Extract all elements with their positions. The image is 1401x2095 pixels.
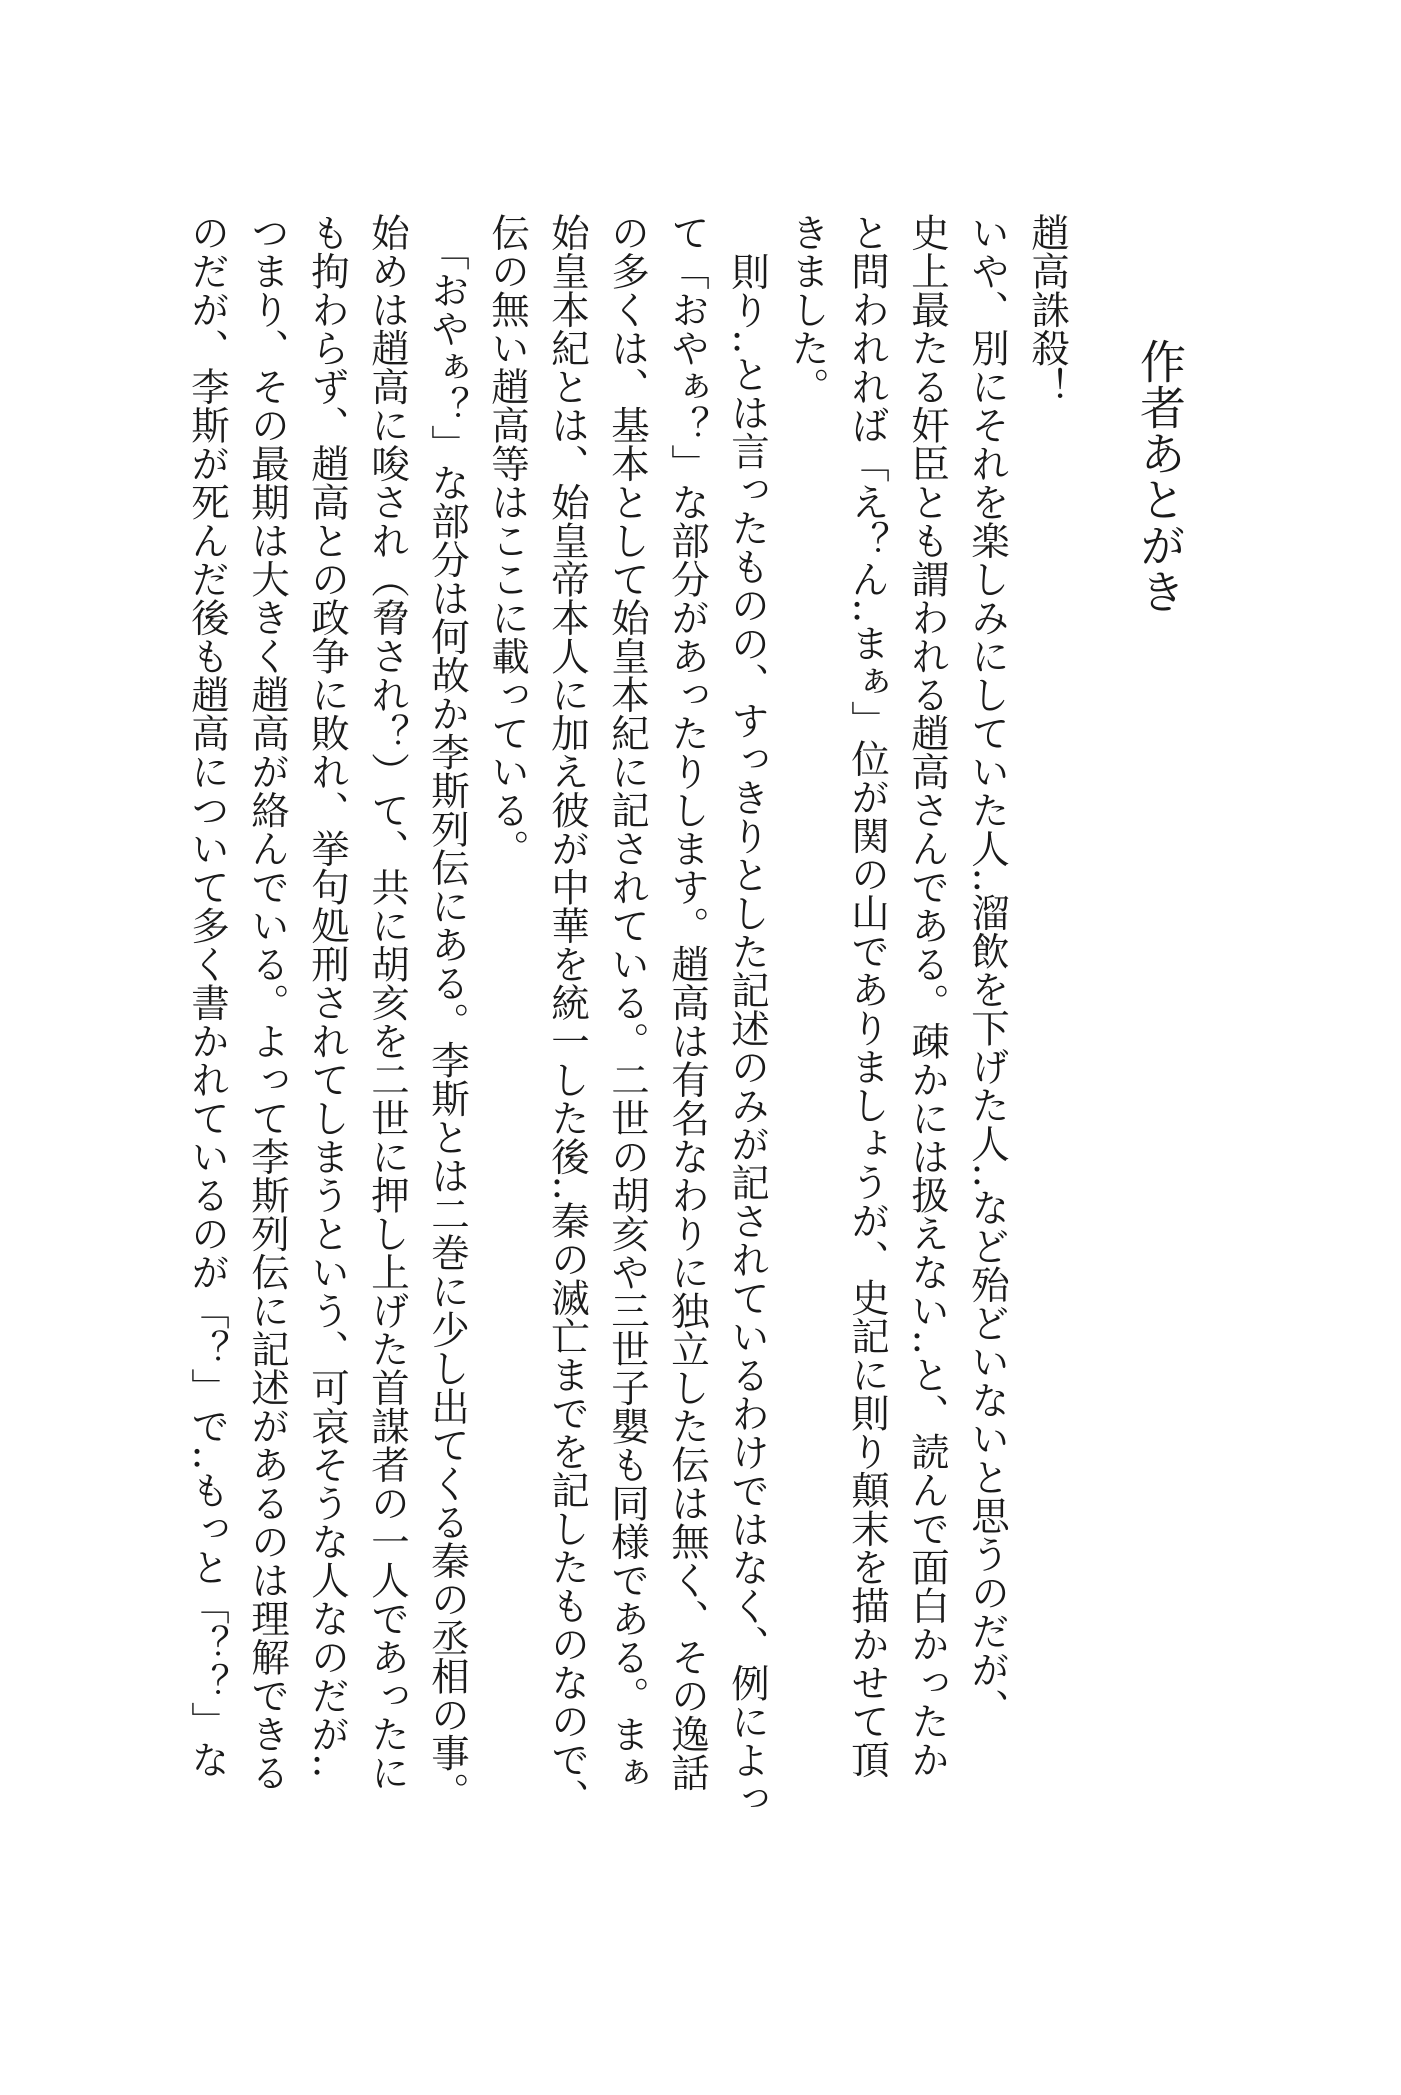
text-line: きました。 bbox=[785, 213, 830, 406]
text-line: も拘わらず、趙高との政争に敗れ、挙句処刑されてしまうという、可哀そうな人なのだが‥ bbox=[305, 213, 350, 1779]
text-line: つまり、その最期は大きく趙高が絡んでいる。よって李斯列伝に記述があるのは理解できる bbox=[245, 213, 290, 1792]
text-line: のだが、李斯が死んだ後も趙高について多く書かれているのが「？」で‥もっと「？？」な bbox=[185, 213, 230, 1779]
text-line: 史上最たる奸臣とも謂われる趙高さんである。疎かには扱えない‥と、読んで面白かったか bbox=[905, 213, 950, 1779]
text-line: 「おやぁ？」な部分は何故か李斯列伝にある。李斯とは二巻に少し出てくる秦の丞相の事。 bbox=[425, 232, 470, 1811]
text-line: の多くは、基本として始皇本紀に記されている。二世の胡亥や三世子嬰も同様である。まぁ bbox=[605, 213, 650, 1792]
page-title: 作者あとがき bbox=[1133, 338, 1187, 614]
text-line: と問われれば「え？ん‥まぁ」位が関の山でありましょうが、史記に則り顛末を描かせて頂 bbox=[845, 213, 890, 1779]
text-line: 趙高誅殺！ bbox=[1025, 213, 1070, 406]
text-line: いや、別にそれを楽しみにしていた人‥溜飲を下げた人‥など殆どいないと思うのだが、 bbox=[965, 213, 1010, 1728]
text-line: 始めは趙高に唆され（脅され？）て、共に胡亥を二世に押し上げた首謀者の一人であったに bbox=[365, 213, 410, 1792]
text-line: 伝の無い趙高等はここに載っている。 bbox=[485, 213, 530, 868]
text-line: 則り‥とは言ったものの、すっきりとした記述のみが記されているわけではなく、例によっ bbox=[725, 251, 770, 1818]
text-line: 始皇本紀とは、始皇帝本人に加え彼が中華を統一した後‥秦の滅亡までを記したものなので、 bbox=[545, 213, 590, 1818]
text-line: て「おやぁ？」な部分があったりします。趙高は有名なわりに独立した伝は無く、その逸話 bbox=[665, 213, 710, 1792]
body-text bbox=[177, 213, 1077, 1873]
